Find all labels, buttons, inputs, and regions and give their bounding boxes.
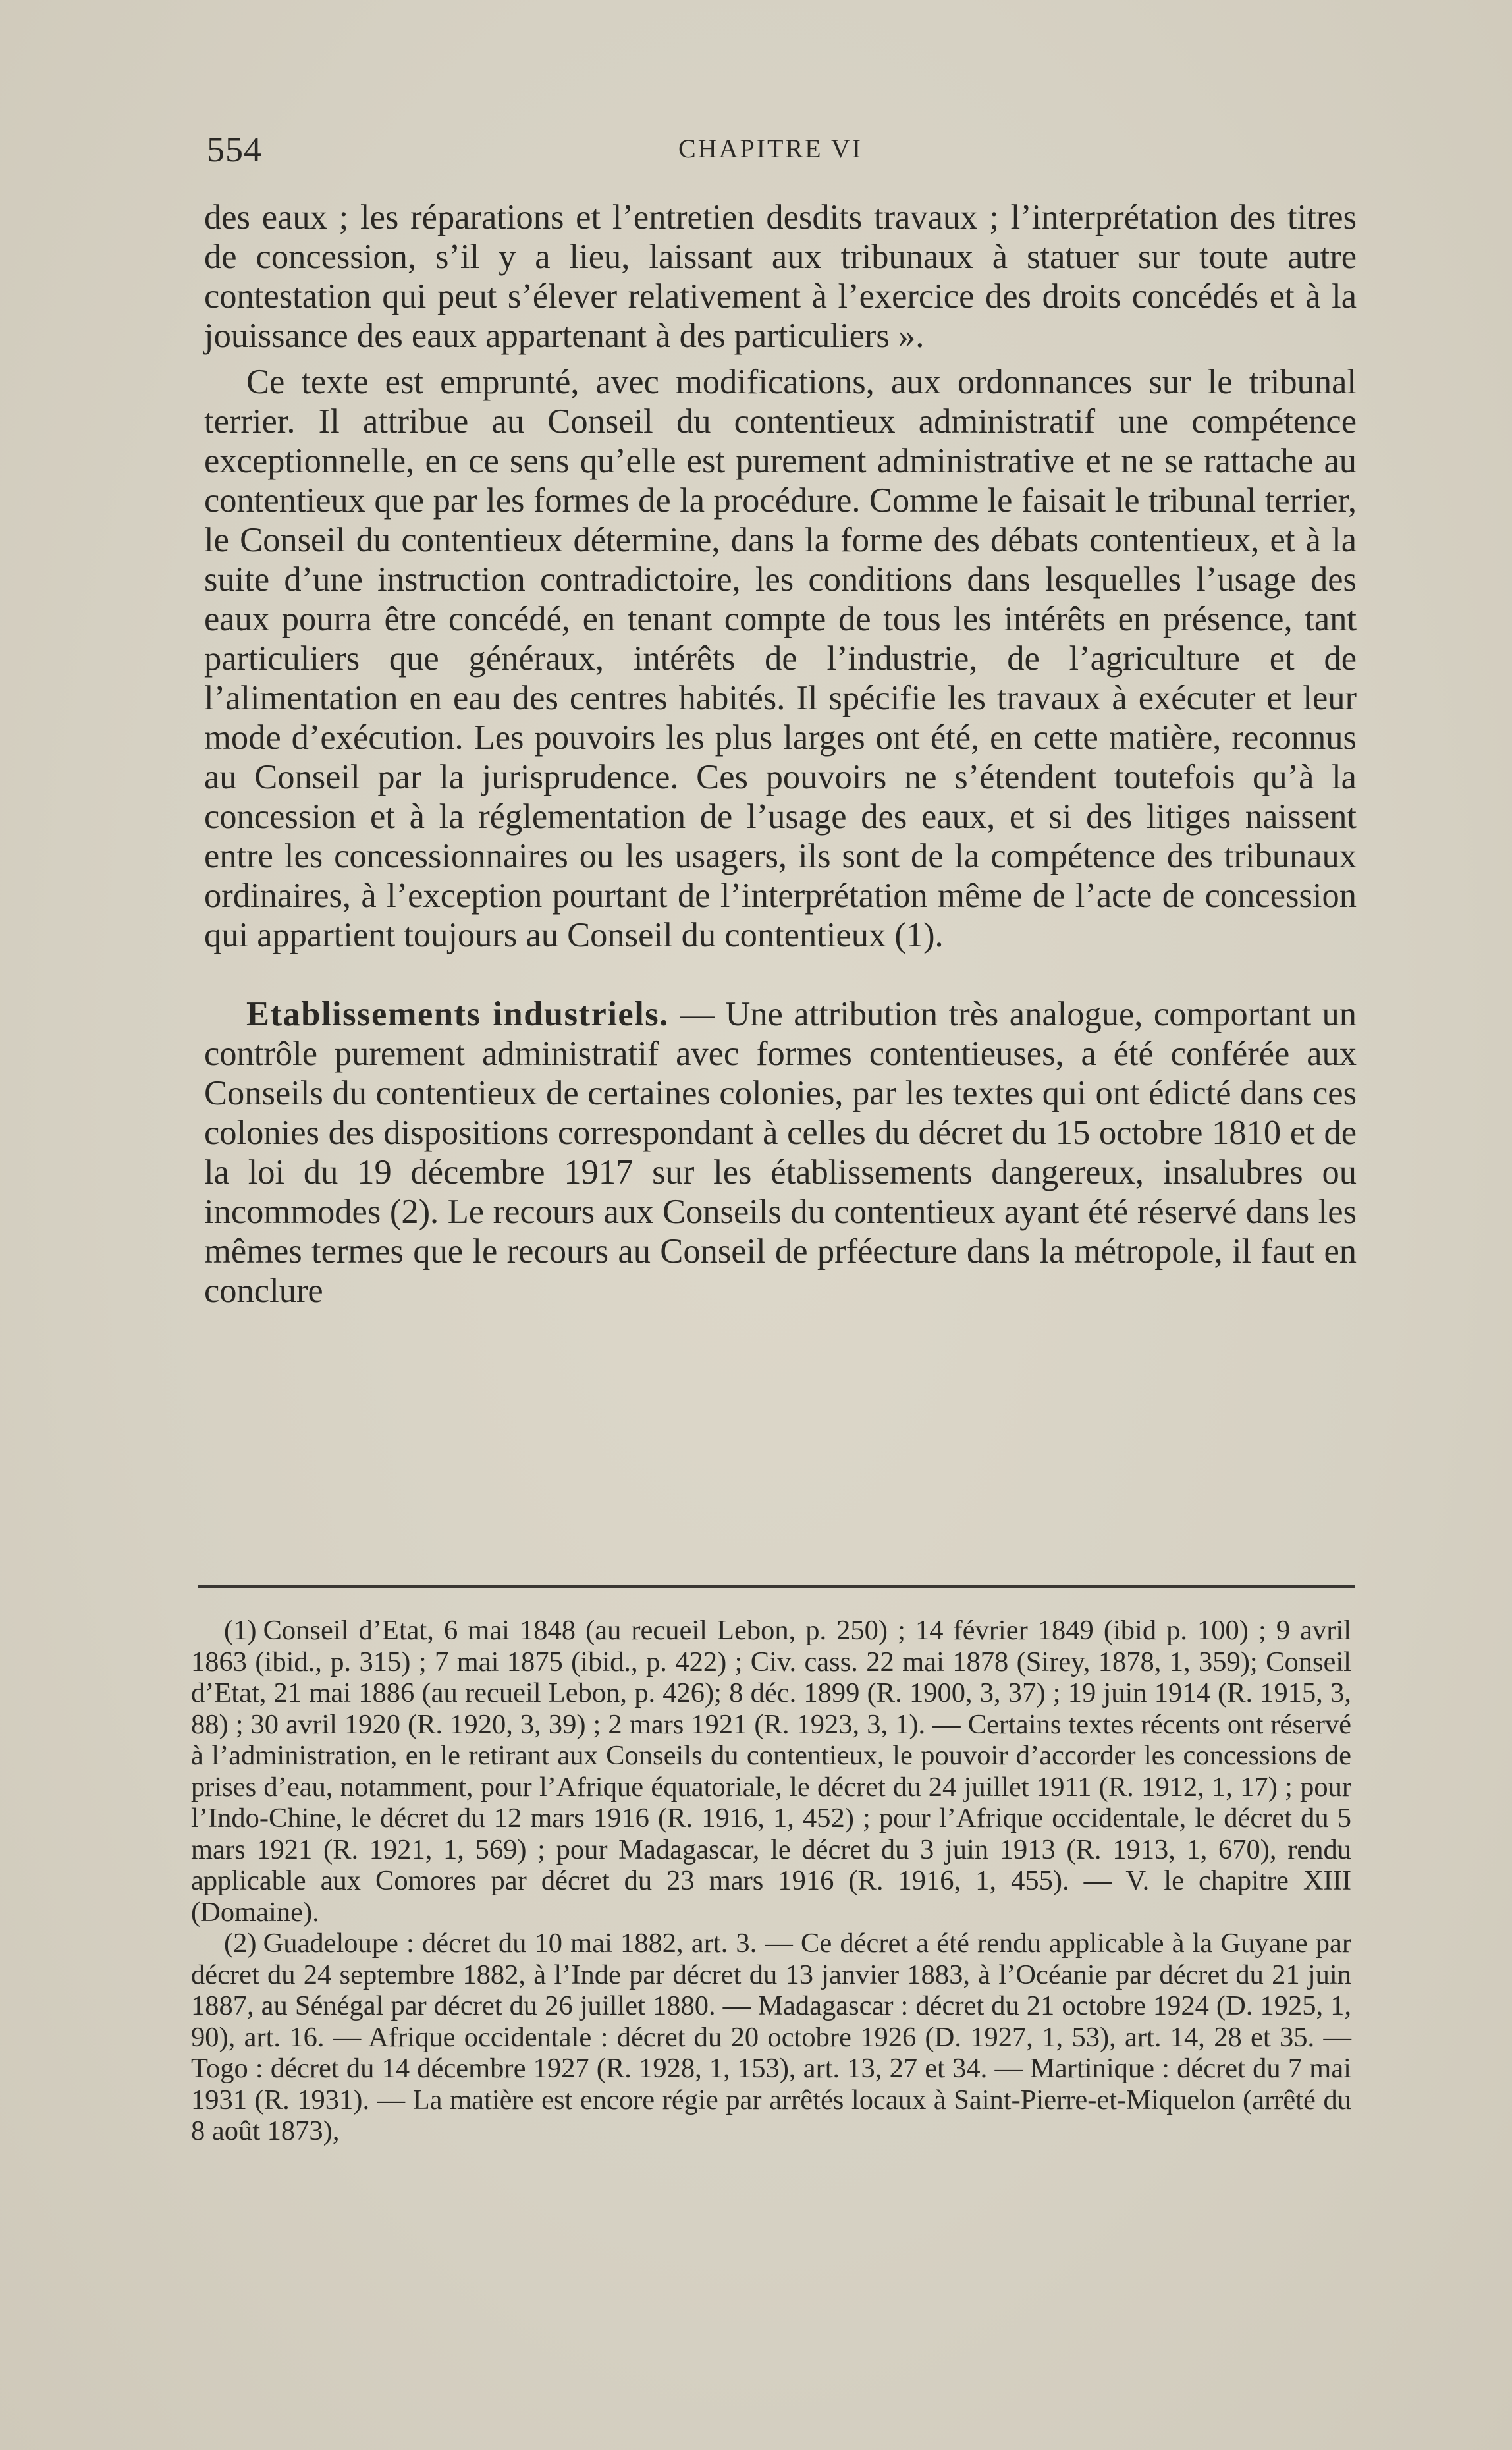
- footnote-mark: (1): [224, 1615, 257, 1646]
- page-header: [204, 129, 1357, 175]
- footnote-text: Guadeloupe : décret du 10 mai 1882, art. 3. — Ce décret a été rendu applicable à la Guyane par décret du 24 septembre 1882, à l’Inde par décret du 13 janvier 1883, à l’Océanie par décret du 21 juin 1887, au Sénégal par décret du 26 juillet 1880. — Madagascar : décret du 21 octobre 1924 (D. 1925, 1, 90), art. 16. — Afrique occidentale : décret du 20 octobre 1926 (D. 1927, 1, 53), art. 14, 28 et 35. — Togo : décret du 14 décembre 1927 (R. 1928, 1, 153), art. 13, 27 et 34. — Martinique : décret du 7 mai 1931 (R. 1931). — La matière est encore régie par arrêtés locaux à Saint-Pierre-et-Miquelon (arrêté du 8 août 1873),: [191, 1928, 1351, 2146]
- footnote-text: Conseil d’Etat, 6 mai 1848 (au recueil Lebon, p. 250) ; 14 février 1849 (ibid p. 100) ; 9 avril 1863 (ibid., p. 315) ; 7 mai 1875 (ibid., p. 422) ; Civ. cass. 22 mai 1878 (Sirey, 1878, 1, 359); Conseil d’Etat, 21 mai 1886 (au recueil Lebon, p. 426); 8 déc. 1899 (R. 1900, 3, 37) ; 19 juin 1914 (R. 1915, 3, 88) ; 30 avril 1920 (R. 1920, 3, 39) ; 2 mars 1921 (R. 1923, 3, 1). — Certains textes récents ont réservé à l’administration, en le retirant aux Conseils du contentieux, le pouvoir d’accorder les concessions de prises d’eau, notamment, pour l’Afrique équatoriale, le décret du 24 juillet 1911 (R. 1912, 1, 17) ; pour l’Indo-Chine, le décret du 12 mars 1916 (R. 1916, 1, 452) ; pour l’Afrique occidentale, le décret du 5 mars 1921 (R. 1921, 1, 569) ; pour Madagascar, le décret du 3 juin 1913 (R. 1913, 1, 670), rendu applicable aux Comores par décret du 23 mars 1916 (R. 1916, 1, 455). — V. le chapitre XIII (Domaine).: [191, 1615, 1351, 1928]
- footnote-divider: [198, 1585, 1355, 1588]
- footnote-2: [191, 1928, 1351, 2147]
- footnote-mark: (2): [224, 1928, 257, 1959]
- page-number: 554: [207, 130, 262, 169]
- section-text: — Une attribution très analogue, comportant un contrôle purement administratif avec formes contentieuses, a été conférée aux Conseils du contentieux de certaines colonies, par les textes qui ont édicté dans ces colonies des dispositions correspondant à celles du décret du 15 octobre 1810 et de la loi du 19 décembre 1917 sur les établissements dangereux, insalubres ou incommodes (2). Le recours aux Conseils du contentieux ayant été réservé dans les mêmes termes que le recours au Conseil de prféecture dans la métropole, il faut en conclure: [204, 995, 1357, 1310]
- footnote-1: [191, 1615, 1351, 1928]
- section-paragraph: [204, 994, 1357, 1311]
- main-text: [204, 198, 1357, 1311]
- running-head: CHAPITRE VI: [678, 134, 863, 163]
- footnotes: [191, 1615, 1351, 2147]
- paragraph: Ce texte est emprunté, avec modifications, aux ordonnances sur le tribunal terrier. Il attribue au Conseil du contentieux administratif une compétence exceptionnelle, en ce sens qu’elle est purement administrative et ne se rattache au contentieux que par les formes de la procédure. Comme le faisait le tribunal terrier, le Conseil du contentieux détermine, dans la forme des débats contentieux, et à la suite d’une instruction contradictoire, les conditions dans lesquelles l’usage des eaux pourra être concédé, en tenant compte de tous les intérêts en présence, tant particuliers que généraux, intérêts de l’industrie, de l’agriculture et de l’alimentation en eau des centres habités. Il spécifie les travaux à exécuter et leur mode d’exécution. Les pouvoirs les plus larges ont été, en cette matière, reconnus au Conseil par la jurisprudence. Ces pouvoirs ne s’étendent toutefois qu’à la concession et à la réglementation de l’usage des eaux, et si des litiges naissent entre les concessionnaires ou les usagers, ils sont de la compétence des tribunaux ordinaires, à l’exception pourtant de l’interprétation même de l’acte de concession qui appartient toujours au Conseil du contentieux (1).: [204, 363, 1357, 954]
- section-title: Etablissements industriels.: [246, 995, 669, 1033]
- paragraph-continuation: des eaux ; les réparations et l’entretien desdits travaux ; l’interprétation des titres de concession, s’il y a lieu, laissant aux tribunaux à statuer sur toute autre contestation qui peut s’élever relativement à l’exercice des droits concédés et à la jouissance des eaux appartenant à des particuliers ».: [204, 198, 1357, 355]
